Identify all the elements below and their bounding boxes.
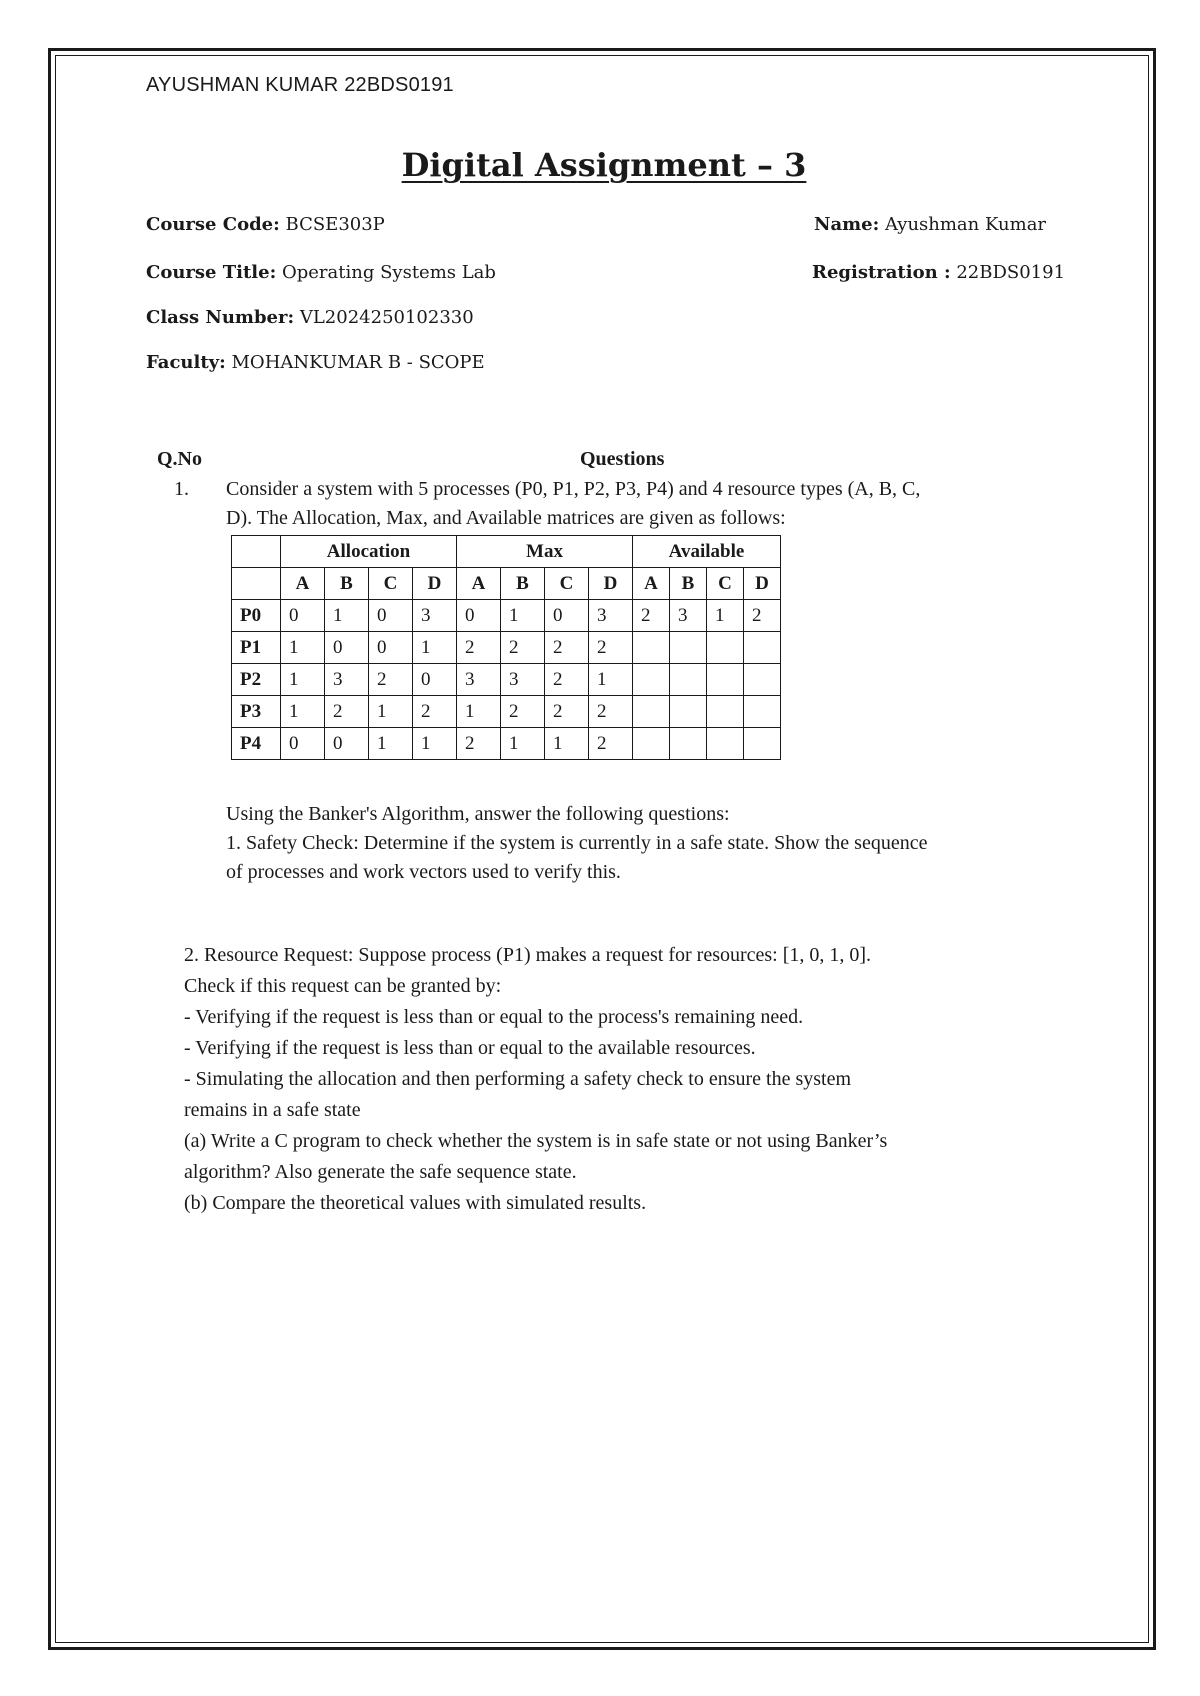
request-line: - Verifying if the request is less than or equal to the process's remaining need.: [184, 1006, 804, 1028]
matrix-value-cell: [707, 664, 744, 696]
class-number-label: Class Number:: [146, 307, 295, 328]
course-code-label: Course Code:: [146, 214, 280, 235]
resource-header-cell: C: [545, 568, 589, 600]
matrix-value-cell: 3: [325, 664, 369, 696]
matrix-value-cell: 1: [281, 632, 325, 664]
matrix-value-cell: [744, 696, 781, 728]
question-number: 1.: [174, 478, 189, 500]
process-label: P2: [232, 664, 281, 696]
matrix-value-cell: [633, 696, 670, 728]
matrix-value-cell: 2: [589, 728, 633, 760]
class-number-value: VL2024250102330: [299, 307, 474, 328]
matrix-value-cell: 0: [281, 728, 325, 760]
matrix-value-cell: [670, 696, 707, 728]
resource-header-cell: A: [633, 568, 670, 600]
request-line: - Simulating the allocation and then performing a safety check to ensure the system: [184, 1068, 852, 1090]
resource-header-cell: B: [501, 568, 545, 600]
q1-intro-line2: D). The Allocation, Max, and Available matrices are given as follows:: [226, 507, 786, 529]
matrix-value-cell: [707, 696, 744, 728]
matrix-value-cell: 1: [707, 600, 744, 632]
corner-cell: [232, 536, 281, 568]
resource-header-cell: A: [281, 568, 325, 600]
matrix-value-cell: 1: [369, 728, 413, 760]
matrix-value-cell: 1: [369, 696, 413, 728]
student-name: [814, 214, 1046, 235]
available-header: Available: [633, 536, 781, 568]
resource-header-cell: C: [707, 568, 744, 600]
matrix-value-cell: 1: [281, 664, 325, 696]
matrix-value-cell: [744, 664, 781, 696]
document-title: [0, 146, 1200, 184]
matrix-value-cell: [633, 728, 670, 760]
safety-check-line2: of processes and work vectors used to verify this.: [226, 861, 621, 883]
matrix-value-cell: [707, 632, 744, 664]
name-label: Name:: [814, 214, 880, 235]
faculty-value: MOHANKUMAR B - SCOPE: [231, 352, 485, 373]
matrix-value-cell: [670, 728, 707, 760]
q1-intro-line1: Consider a system with 5 processes (P0, P1, P2, P3, P4) and 4 resource types (A, B, C,: [226, 478, 921, 500]
matrix-value-cell: 2: [633, 600, 670, 632]
matrix-value-cell: 2: [744, 600, 781, 632]
student-header: AYUSHMAN KUMAR 22BDS0191: [146, 74, 454, 96]
matrix-value-cell: 1: [545, 728, 589, 760]
resource-header-cell: D: [744, 568, 781, 600]
registration-value: 22BDS0191: [956, 262, 1066, 283]
process-label: P3: [232, 696, 281, 728]
matrix-value-cell: 3: [457, 664, 501, 696]
matrix-value-cell: [670, 632, 707, 664]
matrix-value-cell: [670, 664, 707, 696]
matrix-value-cell: 0: [457, 600, 501, 632]
process-row: [232, 600, 781, 632]
request-line: algorithm? Also generate the safe sequence state.: [184, 1161, 577, 1183]
process-row: [232, 664, 781, 696]
allocation-header: Allocation: [281, 536, 457, 568]
matrix-value-cell: 1: [457, 696, 501, 728]
process-row: [232, 632, 781, 664]
matrix-value-cell: 2: [457, 728, 501, 760]
matrix-value-cell: 1: [325, 600, 369, 632]
course-title-label: Course Title:: [146, 262, 277, 283]
matrix-value-cell: 2: [413, 696, 457, 728]
matrix-value-cell: 1: [589, 664, 633, 696]
class-number: [146, 307, 474, 328]
course-code-value: BCSE303P: [285, 214, 385, 235]
matrix-value-cell: 3: [413, 600, 457, 632]
resource-header-cell: C: [369, 568, 413, 600]
matrix-value-cell: [633, 632, 670, 664]
matrix-value-cell: 0: [281, 600, 325, 632]
process-row: [232, 728, 781, 760]
max-header: Max: [457, 536, 633, 568]
matrix-value-cell: 1: [281, 696, 325, 728]
faculty-label: Faculty:: [146, 352, 226, 373]
qno-header: Q.No: [157, 448, 202, 470]
matrix-value-cell: 0: [369, 600, 413, 632]
safety-check-line1: 1. Safety Check: Determine if the system is currently in a safe state. Show the sequence: [226, 832, 928, 854]
matrix-value-cell: [707, 728, 744, 760]
matrix-value-cell: 2: [325, 696, 369, 728]
course-code: [146, 214, 385, 235]
questions-header: Questions: [580, 448, 665, 470]
matrix-value-cell: 2: [501, 632, 545, 664]
course-title: [146, 262, 496, 283]
request-line: remains in a safe state: [184, 1099, 361, 1121]
matrix-value-cell: 1: [413, 728, 457, 760]
matrix-value-cell: 0: [369, 632, 413, 664]
faculty: [146, 352, 485, 373]
request-line: Check if this request can be granted by:: [184, 975, 502, 997]
matrix-value-cell: 2: [589, 696, 633, 728]
matrix-value-cell: 0: [545, 600, 589, 632]
process-label: P4: [232, 728, 281, 760]
course-title-value: Operating Systems Lab: [281, 262, 496, 283]
resource-header-cell: B: [325, 568, 369, 600]
matrix-value-cell: 0: [413, 664, 457, 696]
resource-request-section: [184, 940, 887, 1219]
resource-header-cell: B: [670, 568, 707, 600]
resource-header-cell: A: [457, 568, 501, 600]
registration-label: Registration :: [812, 262, 951, 283]
request-line: - Verifying if the request is less than or equal to the available resources.: [184, 1037, 756, 1059]
using-instruction: Using the Banker's Algorithm, answer the following questions:: [226, 803, 730, 825]
resource-header-cell: D: [589, 568, 633, 600]
matrix-value-cell: 3: [670, 600, 707, 632]
matrix-value-cell: 2: [545, 664, 589, 696]
request-line: (b) Compare the theoretical values with simulated results.: [184, 1192, 647, 1214]
matrix-value-cell: 2: [545, 632, 589, 664]
matrix-value-cell: 2: [369, 664, 413, 696]
matrix-value-cell: 1: [501, 600, 545, 632]
matrix-value-cell: 2: [545, 696, 589, 728]
matrix-value-cell: [633, 664, 670, 696]
matrix-value-cell: 2: [457, 632, 501, 664]
matrix-value-cell: [744, 632, 781, 664]
matrix-value-cell: 3: [589, 600, 633, 632]
resource-header-row: [232, 568, 781, 600]
matrix-value-cell: 0: [325, 632, 369, 664]
resource-header-cell: D: [413, 568, 457, 600]
name-value: Ayushman Kumar: [885, 214, 1047, 235]
matrix-value-cell: 1: [501, 728, 545, 760]
process-label: P1: [232, 632, 281, 664]
bankers-matrix-table: [231, 535, 781, 760]
matrix-value-cell: 2: [501, 696, 545, 728]
matrix-value-cell: [744, 728, 781, 760]
corner-cell: [232, 568, 281, 600]
registration: [812, 262, 1065, 283]
matrix-value-cell: 2: [589, 632, 633, 664]
process-label: P0: [232, 600, 281, 632]
process-row: [232, 696, 781, 728]
request-line: (a) Write a C program to check whether the system is in safe state or not using Banker’s: [184, 1130, 888, 1152]
matrix-value-cell: 3: [501, 664, 545, 696]
document-title-text: Digital Assignment – 3: [401, 146, 807, 184]
matrix-value-cell: 0: [325, 728, 369, 760]
matrix-value-cell: 1: [413, 632, 457, 664]
request-line: 2. Resource Request: Suppose process (P1) makes a request for resources: [1, 0, 1, 0].: [184, 944, 872, 966]
